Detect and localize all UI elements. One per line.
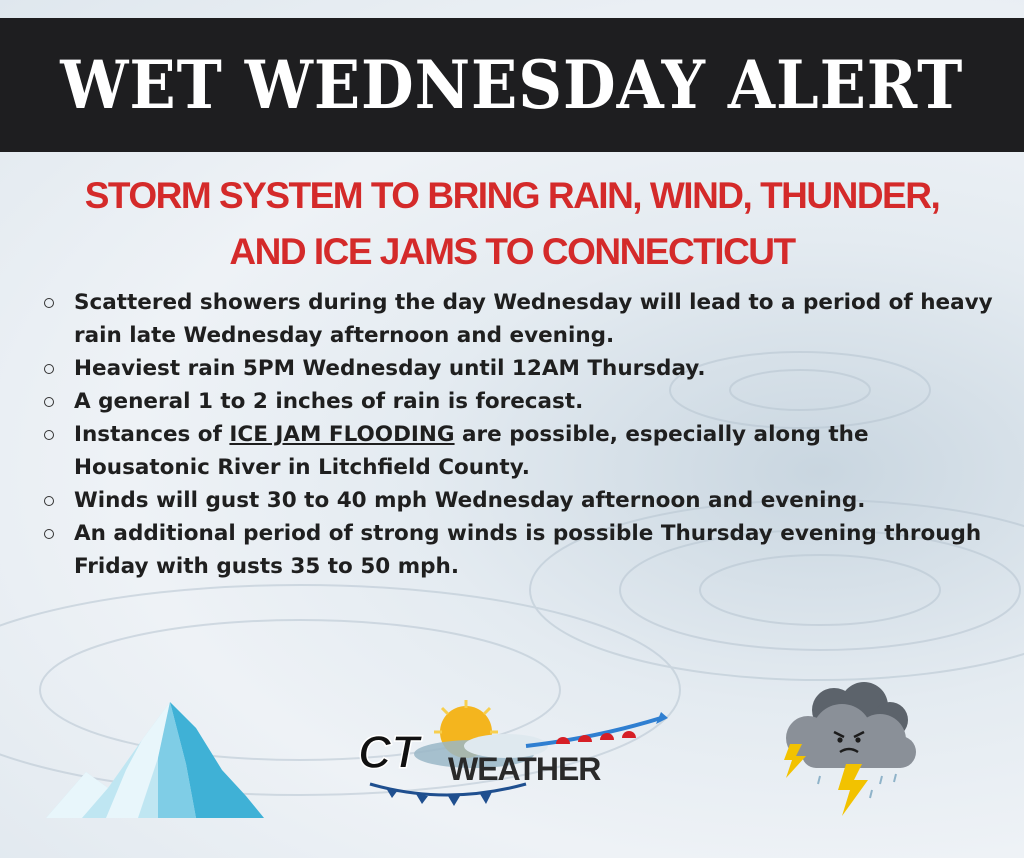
bullet-text-after: are possible, especially along the Housatonic River in Litchfield County. (74, 422, 869, 480)
headline-line-2: AND ICE JAMS TO CONNECTICUT (229, 231, 795, 272)
hollow-circle-bullet-icon (44, 430, 54, 440)
hollow-circle-bullet-icon (44, 298, 54, 308)
hollow-circle-bullet-icon (44, 397, 54, 407)
iceberg-icon (46, 700, 264, 818)
hollow-circle-bullet-icon (44, 529, 54, 539)
ct-weather-logo (356, 698, 668, 810)
list-item (44, 385, 994, 418)
hollow-circle-bullet-icon (44, 364, 54, 374)
hollow-circle-bullet-icon (44, 496, 54, 506)
alert-banner (0, 18, 1024, 152)
list-item (44, 484, 994, 517)
bullet-text: A general 1 to 2 inches of rain is forecast. (74, 389, 584, 414)
list-item (44, 352, 994, 385)
bullet-text-before: Instances of (74, 422, 230, 447)
forecast-bullet-list (44, 286, 994, 583)
list-item (44, 418, 994, 484)
bullet-text: Heaviest rain 5PM Wednesday until 12AM Thursday. (74, 356, 706, 381)
angry-storm-cloud-icon (772, 680, 922, 820)
bullet-text: Winds will gust 30 to 40 mph Wednesday afternoon and evening. (74, 488, 866, 513)
list-item (44, 286, 994, 352)
bullet-text: Scattered showers during the day Wednesday will lead to a period of heavy rain late Wednesday afternoon and evening. (74, 290, 993, 348)
headline-line-1: STORM SYSTEM TO BRING RAIN, WIND, THUNDER, (84, 175, 940, 216)
bullet-text: An additional period of strong winds is possible Thursday evening through Friday with gusts 35 to 50 mph. (74, 521, 982, 579)
ice-jam-flooding-emphasis: ICE JAM FLOODING (229, 422, 455, 447)
logo-ct-text: CT (358, 726, 420, 778)
headline (0, 168, 1024, 280)
list-item (44, 517, 994, 583)
banner-title: WET WEDNESDAY ALERT (60, 46, 964, 124)
logo-wordmark-text: WEATHER (448, 751, 601, 787)
